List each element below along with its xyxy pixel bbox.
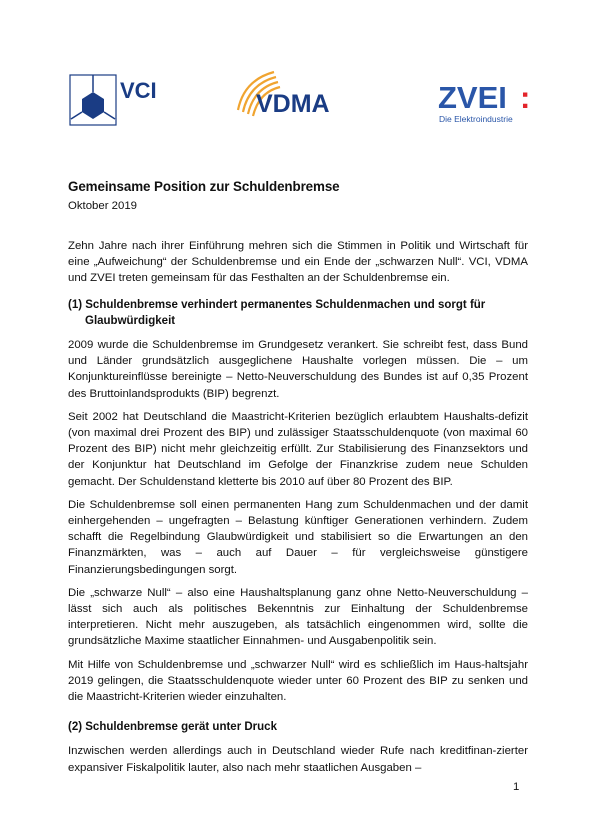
section-1-paragraph: Mit Hilfe von Schuldenbremse und „schwarzer Null“ wird es schließlich im Haus-haltsjahr 2019 gelingen, die Staatsschuldenquote wieder unter 60 Prozent des BIP zu senken und die Maastricht-Kriterien wieder einzuhalten. — [68, 658, 528, 704]
document-body — [68, 178, 528, 783]
page-number: 1 — [513, 781, 520, 793]
vdma-logo — [234, 70, 352, 120]
document-date: Oktober 2019 — [68, 200, 138, 212]
section-1-paragraph: Die „schwarze Null“ – also eine Haushaltsplanung ganz ohne Netto-Neuverschuldung – lässt sich auch als politisches Bekenntnis zur Einhaltung der Schuldenbremse interpretieren. Nicht mehr auszugeben, als tatsächlich eingenommen wird, sollte die grundsätzliche Maxime staatlicher Einnahmen- und Ausgabenpolitik sein. — [68, 586, 528, 648]
document-title: Gemeinsame Position zur Schuldenbremse — [68, 179, 340, 194]
intro-paragraph: Zehn Jahre nach ihrer Einführung mehren sich die Stimmen in Politik und Wirtschaft für eine „Aufweichung“ der Schuldenbremse und ein Ende der „schwarzen Null“. VCI, VDMA und ZVEI treten gemeinsam für das Festhalten an der Schuldenbremse ein. — [68, 240, 528, 285]
section-1-paragraph: Seit 2002 hat Deutschland die Maastricht-Kriterien bezüglich erlaubtem Haushalts-defizit (von maximal drei Prozent des BIP) und zulässiger Staatsschuldenquote (von maximal 60 Prozent des BIP) nicht mehr gleichzeitig erfüllt. Zur Stabilisierung des Finanzsektors und der Konjunktur hat Deutschland im Gefolge der Finanzkrise zudem neue Schulden gemacht. Der Schuldenstand kletterte bis 2010 auf über 80 Prozent des BIP. — [68, 410, 528, 488]
vdma-logo-text: VDMA — [256, 90, 330, 118]
zvei-logo-text: ZVEI — [438, 80, 507, 115]
section-1-paragraph: 2009 wurde die Schuldenbremse im Grundgesetz verankert. Sie schreibt fest, dass Bund und Länder grundsätzlich ausgeglichene Haushalte vorlegen müssen. Die – um Konjunktureinflüsse bereinigte – Netto-Neuverschuldung des Bundes ist auf 0,35 Prozent des Bruttoinlandsprodukts (BIP) begrenzt. — [68, 339, 528, 400]
vci-logo-text: VCI — [120, 78, 157, 103]
zvei-tagline: Die Elektroindustrie — [439, 114, 513, 124]
zvei-logo — [438, 80, 530, 124]
zvei-logo-colon: : — [520, 80, 530, 115]
section-2-paragraph: Inzwischen werden allerdings auch in Deutschland wieder Rufe nach kreditfinan-zierter expansiver Fiskalpolitik lauter, also nach mehr staatlichen Ausgaben – — [68, 745, 528, 774]
vci-logo — [69, 74, 165, 126]
vci-logo-mark — [69, 74, 165, 126]
section-2-heading: (2) Schuldenbremse gerät unter Druck — [68, 721, 277, 734]
section-1-heading: (1) Schuldenbremse verhindert permanentes Schuldenmachen und sorgt für Glaubwürdigkeit — [68, 298, 486, 327]
zvei-logo-mark — [438, 80, 530, 124]
vdma-logo-mark — [234, 70, 352, 120]
section-1-paragraph: Die Schuldenbremse soll einen permanenten Hang zum Schuldenmachen und der damit einhergehenden – ungefragten – Belastung künftiger Generationen verhindern. Zudem schafft die Regelbindung Glaubwürdigkeit und stabilisiert so die Erwartungen an den Finanzmärkten, was – auch auf Dauer – für vergleichsweise günstigere Finanzierungsbedingungen sorgt. — [68, 498, 528, 576]
